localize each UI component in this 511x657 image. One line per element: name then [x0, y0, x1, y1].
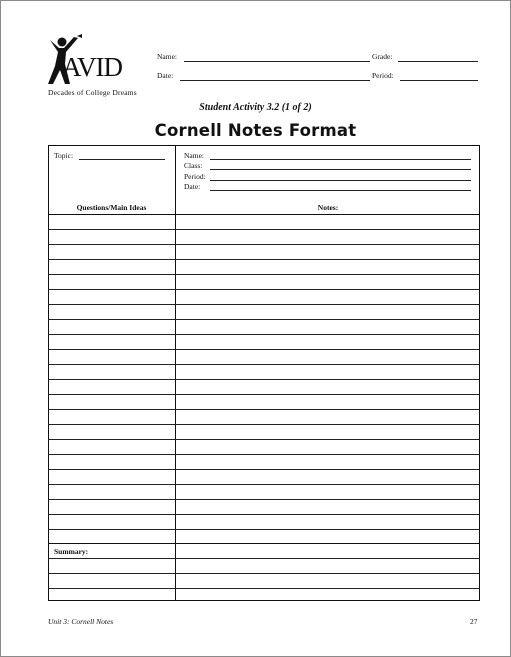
summary-line: [48, 558, 480, 559]
note-line: [48, 469, 480, 470]
header-bottom-line: [48, 214, 480, 215]
activity-subtitle: Student Activity 3.2 (1 of 2): [199, 102, 312, 113]
form-date-label: Date:: [184, 182, 201, 191]
note-line: [48, 229, 480, 230]
note-line: [48, 289, 480, 290]
footer-unit: Unit 3: Cornell Notes: [48, 617, 114, 626]
note-line: [48, 484, 480, 485]
summary-line: [48, 573, 480, 574]
logo-tagline: [48, 88, 137, 97]
form-period-label: Period:: [184, 172, 206, 181]
summary-top-line: [48, 543, 480, 544]
note-line: [48, 334, 480, 335]
topic-line[interactable]: [79, 159, 165, 160]
note-line: [48, 499, 480, 500]
note-line: [48, 394, 480, 395]
header-grade-line[interactable]: [398, 61, 478, 62]
note-line: [48, 319, 480, 320]
page-number: 27: [470, 617, 478, 626]
form-class-line[interactable]: [210, 169, 471, 170]
form-date-line[interactable]: [210, 190, 471, 191]
form-class-label: Class:: [184, 161, 203, 170]
note-line: [48, 304, 480, 305]
logo-tagline-text: Decades of College Dreams: [48, 88, 137, 97]
note-line: [48, 454, 480, 455]
note-line: [48, 274, 480, 275]
logo-wordmark: AVID: [62, 52, 123, 82]
note-line: [48, 409, 480, 410]
note-line: [48, 349, 480, 350]
page-title: Cornell Notes Format: [154, 121, 357, 140]
note-line: [48, 379, 480, 380]
summary-label: Summary:: [54, 547, 89, 556]
note-line: [48, 529, 480, 530]
header-period-label: Period:: [372, 71, 394, 80]
note-line: [48, 439, 480, 440]
header-date-label: Date:: [157, 71, 174, 80]
note-line: [48, 259, 480, 260]
form-name-line[interactable]: [210, 159, 471, 160]
header-grade-label: Grade:: [372, 52, 393, 61]
header-period-line[interactable]: [400, 80, 478, 81]
header-name-line[interactable]: [184, 61, 370, 62]
questions-header: Questions/Main Ideas: [76, 203, 147, 212]
note-line: [48, 514, 480, 515]
header-name-label: Name:: [157, 52, 177, 61]
note-line: [48, 244, 480, 245]
form-period-line[interactable]: [210, 180, 471, 181]
note-line: [48, 364, 480, 365]
form-name-label: Name:: [184, 151, 204, 160]
note-line: [48, 424, 480, 425]
header-date-line[interactable]: [180, 80, 370, 81]
topic-label: Topic:: [54, 151, 74, 160]
notes-header: Notes:: [317, 203, 339, 212]
summary-line: [48, 588, 480, 589]
